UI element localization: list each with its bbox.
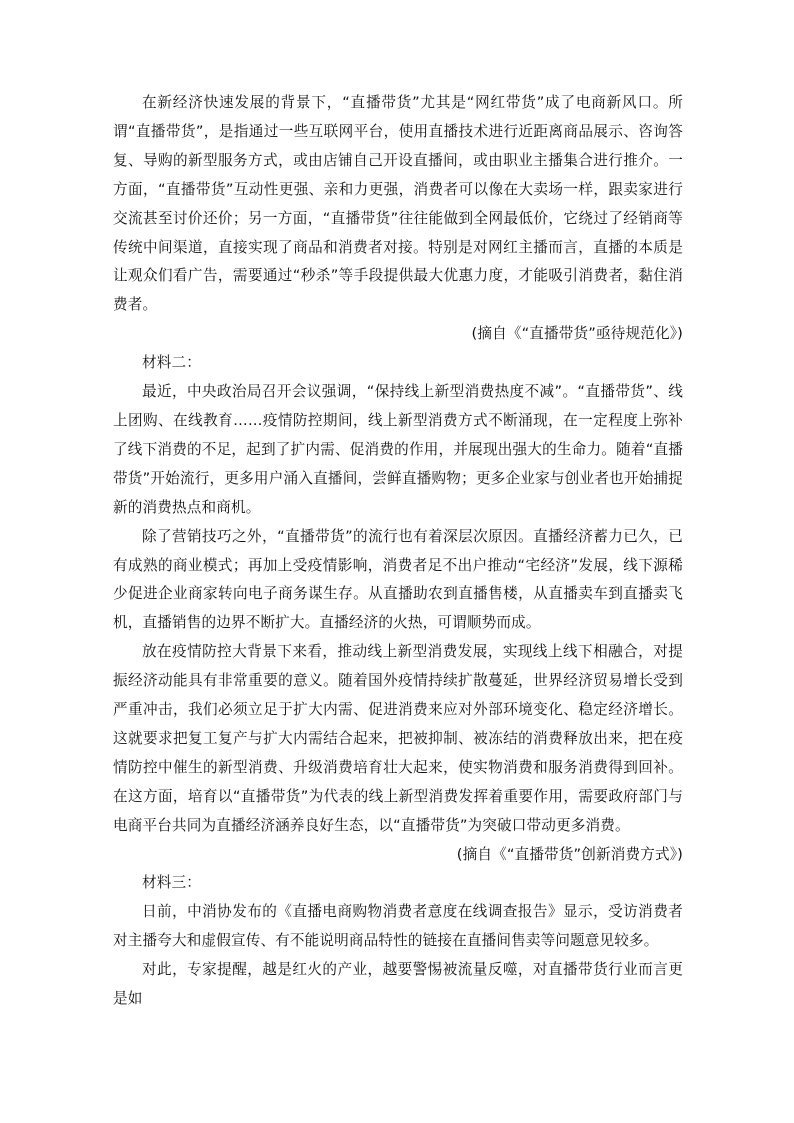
document-body xyxy=(113,89,683,1014)
source-citation-2: (摘自《“直播带货”创新消费方式》) xyxy=(456,845,683,863)
paragraph-material-2-b: 除了营销技巧之外，“直播带货”的流行也有着深层次原因。直播经济蓄力已久，已有成熟的商业模式；再加上受疫情影响，消费者足不出户推动“宅经济”发展，线下源稀少促进企业商家转向电子商务谋生存。从直播助农到直播售楼，从直播卖车到直播卖飞机，直播销售的边界不断扩大。直播经济的火热，可谓顺势而成。 xyxy=(113,527,683,632)
paragraph-material-2-a: 最近，中央政治局召开会议强调，“保持线上新型消费热度不减”。“直播带货”、线上团购、在线教育……疫情防控期间，线上新型消费方式不断涌现，在一定程度上弥补了线下消费的不足，起到了扩内需、促消费的作用，并展现出强大的生命力。随着“直播带货”开始流行，更多用户涌入直播间，尝鲜直播购物；更多企业家与创业者也开始捕捉新的消费热点和商机。 xyxy=(113,383,683,516)
section-heading-material-3: 材料三： xyxy=(142,874,201,892)
source-citation-1: (摘自《“直播带货”亟待规范化》) xyxy=(471,325,683,343)
paragraph-material-2-c: 放在疫情防控大背景下来看，推动线上新型消费发展，实现线上线下相融合，对提振经济动能具有非常重要的意义。随着国外疫情持续扩散蔓延，世界经济贸易增长受到严重冲击，我们必须立足于扩大内需、促进消费来应对外部环境变化、稳定经济增长。这就要求把复工复产与扩大内需结合起来，把被抑制、被冻结的消费释放出来，把在疫情防控中催生的新型消费、升级消费培育壮大起来，使实物消费和服务消费得到回补。在这方面，培育以“直播带货”为代表的线上新型消费发挥着重要作用，需要政府部门与电商平台共同为直播经济涵养良好生态，以“直播带货”为突破口带动更多消费。 xyxy=(113,643,683,834)
paragraph-material-3-b: 对此，专家提醒，越是红火的产业，越要警惕被流量反噬，对直播带货行业而言更是如 xyxy=(113,961,683,1008)
section-heading-material-2: 材料二： xyxy=(142,354,201,372)
paragraph-intro: 在新经济快速发展的背景下，“直播带货”尤其是“网红带货”成了电商新风口。所谓“直播带货”，是指通过一些互联网平台，使用直播技术进行近距离商品展示、咨询答复、导购的新型服务方式，或由店铺自己开设直播间，或由职业主播集合进行推介。一方面，“直播带货”互动性更强、亲和力更强，消费者可以像在大卖场一样，跟卖家进行交流甚至讨价还价；另一方面，“直播带货”往往能做到全网最低价，它绕过了经销商等传统中间渠道，直接实现了商品和消费者对接。特别是对网红主播而言，直播的本质是让观众们看广告，需要通过“秒杀”等手段提供最大优惠力度，才能吸引消费者，黏住消费者。 xyxy=(113,94,683,314)
paragraph-material-3-a: 日前，中消协发布的《直播电商购物消费者意度在线调查报告》显示，受访消费者对主播夸大和虚假宣传、有不能说明商品特性的链接在直播间售卖等问题意见较多。 xyxy=(113,903,683,950)
